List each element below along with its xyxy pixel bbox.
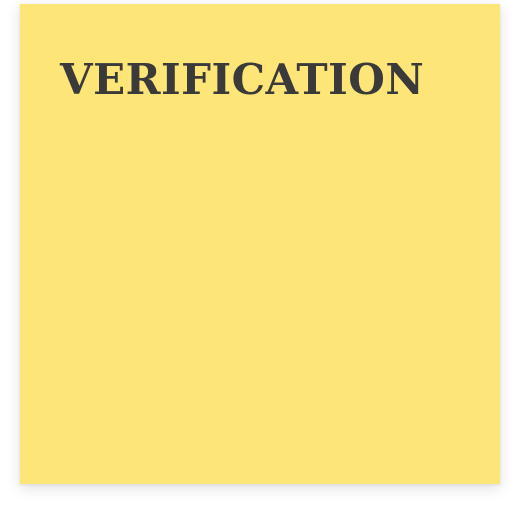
note-title: VERIFICATION xyxy=(60,55,425,104)
sticky-note[interactable] xyxy=(20,4,500,484)
